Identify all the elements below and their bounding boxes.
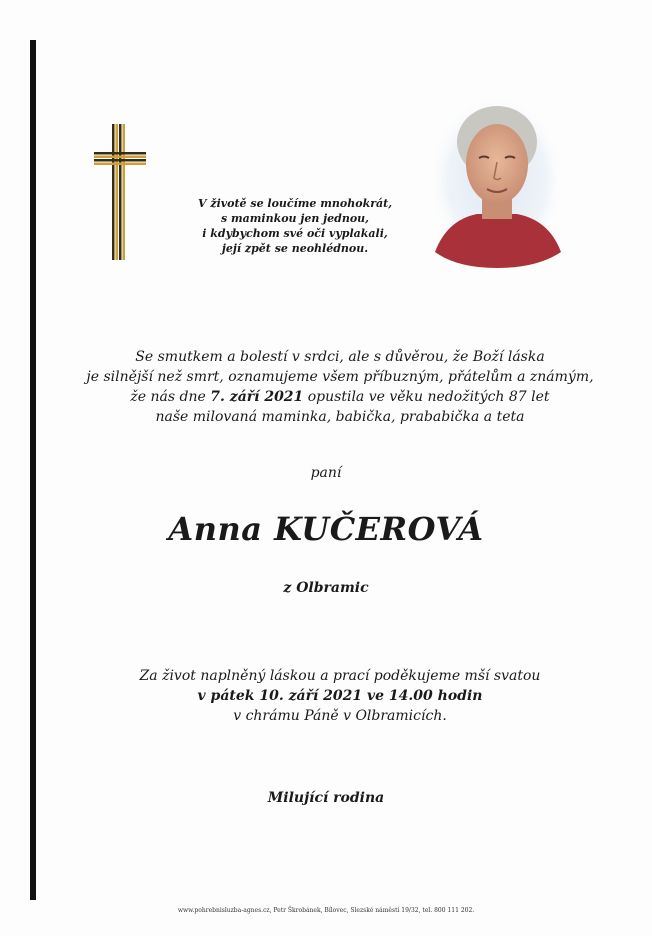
motto-line: i kdybychom své oči vyplakali,	[202, 227, 388, 240]
announcement-line: je silnější než smrt, oznamujeme všem příbuzným, přátelům a známým,	[86, 369, 594, 385]
deceased-name: Anna KUČEROVÁ	[168, 510, 484, 548]
footer-contact: www.pohrebnisluzba-agnes.cz, Petr Škrobánek, Bílovec, Slezské náměstí 19/32, tel. 800 111 202.	[177, 907, 475, 914]
announcement-line-pre: že nás dne	[130, 389, 211, 405]
announcement-line	[80, 387, 600, 407]
announcement-text	[80, 347, 600, 427]
cross-icon	[92, 122, 148, 262]
motto-verse	[160, 196, 430, 256]
date-of-death: 7. září 2021	[210, 389, 304, 405]
announcement-line: naše milovaná maminka, babička, prababička a teta	[155, 409, 525, 425]
service-location: v chrámu Páně v Olbramicích.	[233, 708, 447, 724]
deceased-origin: z Olbramic	[283, 580, 369, 596]
service-line: Za život naplněný láskou a prací poděkujeme mší svatou	[139, 668, 541, 684]
funeral-service-text	[80, 666, 600, 726]
family-signature: Milující rodina	[267, 790, 385, 806]
announcement-line-post: opustila ve věku nedožitých 87 let	[303, 389, 550, 405]
service-datetime: v pátek 10. září 2021 ve 14.00 hodin	[197, 688, 483, 704]
salutation: paní	[310, 465, 342, 481]
motto-line: V životě se loučíme mnohokrát,	[197, 197, 393, 210]
motto-line: s maminkou jen jednou,	[220, 212, 370, 225]
motto-line: její zpět se neohlédnou.	[221, 242, 369, 255]
announcement-line: Se smutkem a bolestí v srdci, ale s důvěrou, že Boží láska	[135, 349, 545, 365]
portrait-photo	[427, 92, 567, 268]
